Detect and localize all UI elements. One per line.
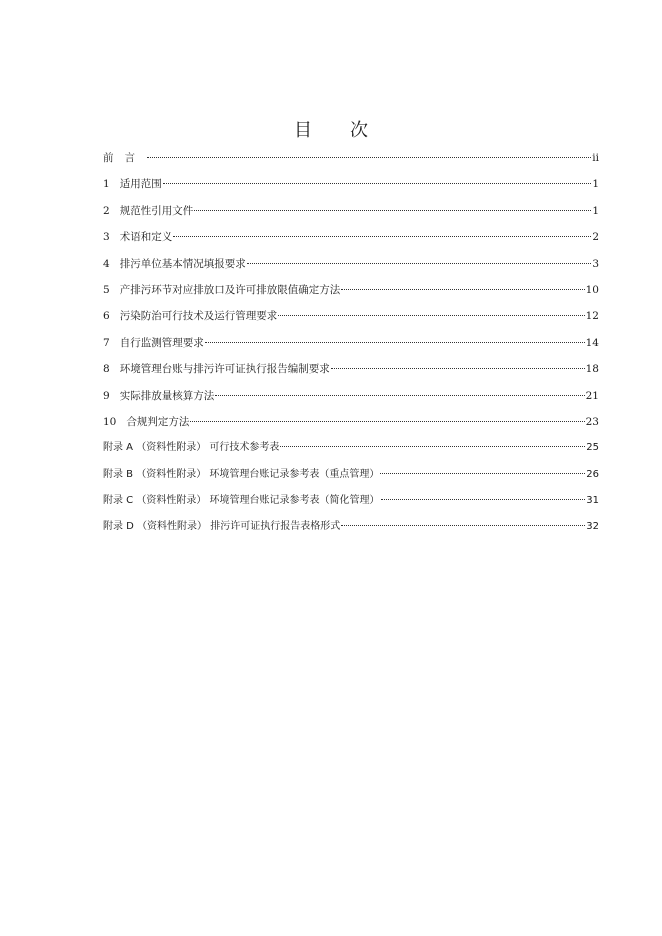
- toc-entry-page: 14: [585, 336, 599, 349]
- toc-leader-dots: [190, 421, 584, 422]
- toc-entry-7[interactable]: [103, 335, 599, 361]
- toc-entry-label: 污染防治可行技术及运行管理要求: [119, 310, 278, 323]
- toc-appendix-page: 31: [586, 495, 599, 507]
- toc-entry-label: 排污单位基本情况填报要求: [119, 257, 246, 270]
- table-of-contents: [103, 150, 599, 546]
- toc-entry-6[interactable]: [103, 308, 599, 334]
- toc-entry-number: 8: [103, 363, 110, 376]
- toc-appendix-a[interactable]: [103, 440, 599, 466]
- toc-entry-4[interactable]: [103, 256, 599, 282]
- toc-leader-dots: [247, 263, 592, 264]
- toc-leader-dots: [381, 499, 586, 500]
- toc-entry-label: 合规判定方法: [126, 415, 190, 428]
- toc-entry-5[interactable]: [103, 282, 599, 308]
- toc-entry-2[interactable]: [103, 203, 599, 229]
- toc-entry-page: ii: [592, 152, 599, 164]
- toc-entry-label: 产排污环节对应排放口及许可排放限值确定方法: [119, 283, 341, 296]
- toc-entry-number: 6: [103, 310, 110, 323]
- toc-entry-page: 21: [585, 389, 599, 402]
- page-title-part-2: 次: [350, 120, 368, 141]
- toc-leader-dots: [341, 289, 584, 290]
- page-title-part-1: 目: [294, 120, 312, 141]
- toc-entry-page: 1: [592, 204, 599, 217]
- toc-entry-number: 7: [103, 336, 110, 349]
- toc-leader-dots: [205, 342, 585, 343]
- toc-entry-number: 2: [103, 204, 110, 217]
- toc-entry-3[interactable]: [103, 229, 599, 255]
- toc-appendix-page: 32: [586, 521, 599, 533]
- toc-appendix-label: 附录 C （资料性附录） 环境管理台账记录参考表（简化管理）: [103, 495, 380, 507]
- toc-entry-1[interactable]: [103, 176, 599, 202]
- toc-leader-dots: [341, 525, 585, 526]
- toc-appendix-label: 附录 A （资料性附录） 可行技术参考表: [103, 442, 280, 454]
- toc-entry-label: 实际排放量核算方法: [119, 389, 215, 402]
- toc-entry-number: 1: [103, 178, 110, 191]
- toc-entry-page: 18: [585, 363, 599, 376]
- toc-entry-page: 23: [585, 415, 599, 428]
- toc-leader-dots: [163, 183, 592, 184]
- toc-appendix-c[interactable]: [103, 493, 599, 519]
- toc-entry-9[interactable]: [103, 388, 599, 414]
- toc-entry-number: 4: [103, 257, 110, 270]
- toc-entry-label: 环境管理台账与排污许可证执行报告编制要求: [119, 363, 330, 376]
- toc-leader-dots: [380, 473, 585, 474]
- toc-appendix-b[interactable]: [103, 467, 599, 493]
- toc-entry-page: 3: [592, 257, 599, 270]
- toc-entry-page: 12: [585, 310, 599, 323]
- toc-appendix-page: 26: [586, 468, 599, 480]
- toc-entry-number: 5: [103, 283, 110, 296]
- toc-entry-page: 2: [592, 231, 599, 244]
- toc-entry-page: 10: [585, 283, 599, 296]
- toc-leader-dots: [194, 210, 591, 211]
- toc-leader-dots: [280, 446, 585, 447]
- toc-appendix-page: 25: [586, 442, 599, 454]
- toc-entry-foreword[interactable]: [103, 150, 599, 176]
- toc-entry-8[interactable]: [103, 361, 599, 387]
- toc-entry-number: 9: [103, 389, 110, 402]
- toc-entry-label: 适用范围: [119, 178, 162, 191]
- toc-entry-label: 前言: [103, 152, 146, 164]
- toc-appendix-label: 附录 D （资料性附录） 排污许可证执行报告表格形式: [103, 521, 341, 533]
- toc-entry-label: 规范性引用文件: [119, 204, 194, 217]
- toc-leader-dots: [215, 395, 584, 396]
- toc-entry-10[interactable]: [103, 414, 599, 440]
- toc-entry-label: 术语和定义: [119, 231, 173, 244]
- toc-appendix-label: 附录 B （资料性附录） 环境管理台账记录参考表（重点管理）: [103, 468, 380, 480]
- toc-leader-dots: [173, 236, 591, 237]
- toc-leader-dots: [147, 157, 591, 158]
- toc-leader-dots: [331, 368, 585, 369]
- toc-entry-number: 10: [103, 415, 117, 428]
- toc-entry-page: 1: [592, 178, 599, 191]
- page-title: [0, 116, 662, 142]
- toc-leader-dots: [278, 315, 584, 316]
- toc-entry-number: 3: [103, 231, 110, 244]
- toc-appendix-d[interactable]: [103, 519, 599, 545]
- toc-entry-label: 自行监测管理要求: [119, 336, 204, 349]
